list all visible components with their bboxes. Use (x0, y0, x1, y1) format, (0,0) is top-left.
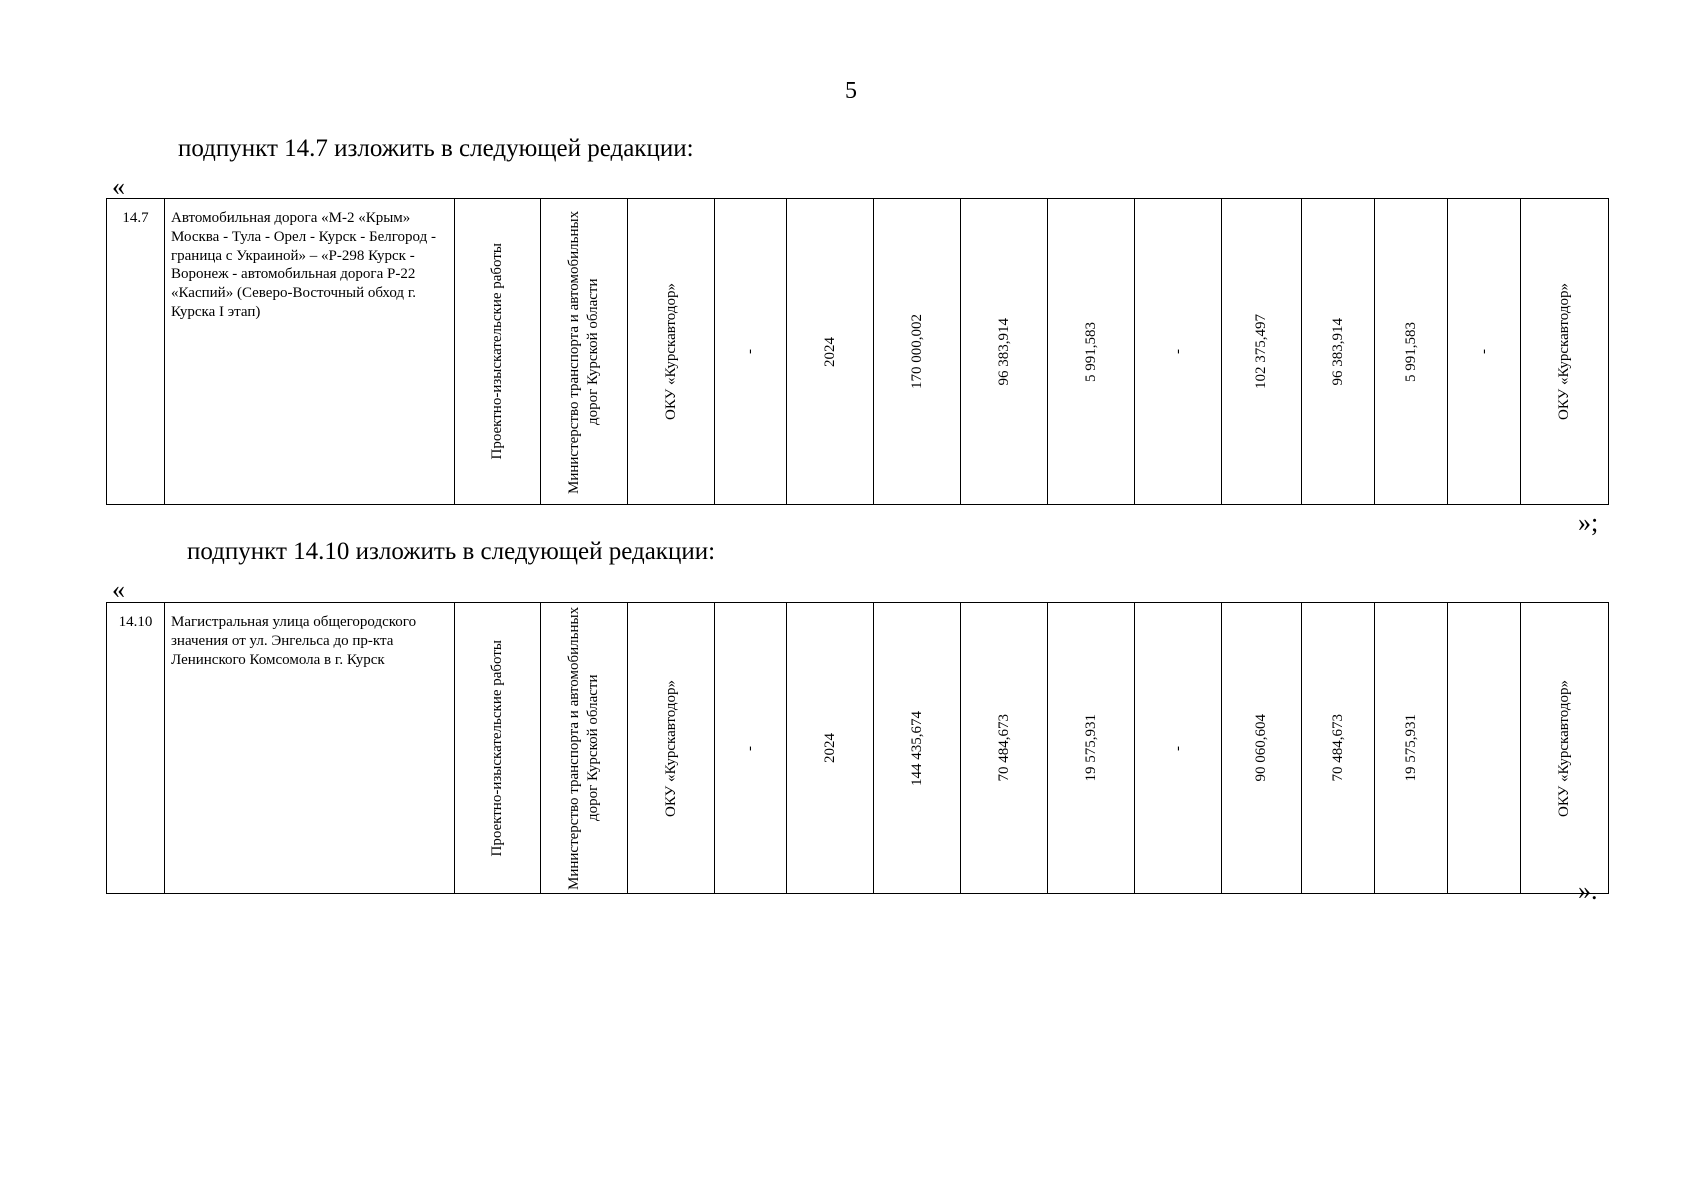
amount-cell: 70 484,673 (995, 714, 1012, 782)
amount-cell: - (1475, 349, 1492, 354)
year-cell: 2024 (821, 733, 838, 763)
open-quote: « (112, 172, 125, 201)
open-quote: « (112, 575, 125, 604)
section-heading: подпункт 14.7 изложить в следующей редакции: (178, 135, 694, 162)
executor-cell: ОКУ «Курскавтодор» (1556, 679, 1573, 817)
page-number: 5 (845, 78, 857, 104)
amount-cell: 19 575,931 (1082, 714, 1099, 782)
amount-cell: - (1169, 349, 1186, 354)
amount-cell: 102 375,497 (1253, 314, 1270, 389)
item-number: 14.7 (107, 199, 165, 505)
table-row (107, 603, 1609, 894)
register-table (106, 602, 1609, 894)
table-cell: - (742, 349, 759, 354)
amount-cell: 90 060,604 (1253, 714, 1270, 782)
table-row (107, 199, 1609, 505)
ministry-cell: Министерство транспорта и автомобильных дорог Курской области (566, 209, 601, 494)
amount-cell: 96 383,914 (1329, 317, 1346, 386)
item-number: 14.10 (107, 603, 165, 894)
executor-cell: ОКУ «Курскавтодор» (1556, 283, 1573, 420)
work-type-cell: Проектно-изыскательские работы (489, 243, 506, 460)
customer-cell: ОКУ «Курскавтодор» (662, 679, 679, 817)
register-table (106, 198, 1609, 505)
amount-cell: 170 000,002 (908, 314, 925, 389)
customer-cell: ОКУ «Курскавтодор» (662, 283, 679, 420)
amount-cell: 5 991,583 (1402, 321, 1419, 382)
table-cell: - (742, 745, 759, 751)
amount-cell: 70 484,673 (1329, 714, 1346, 782)
object-name: Автомобильная дорога «М-2 «Крым» Москва - Тула - Орел - Курск - Белгород - граница с Украиной» – «Р-298 Курск - Воронеж - автомобильная дорога Р-22 «Каспий» (Северо-Восточный обход г. Курска I этап) (165, 199, 455, 505)
close-quote: »; (1578, 508, 1599, 537)
section-heading: подпункт 14.10 изложить в следующей редакции: (187, 538, 716, 565)
work-type-cell: Проектно-изыскательские работы (489, 639, 506, 857)
amount-cell: - (1169, 745, 1186, 751)
close-quote: ». (1578, 876, 1598, 905)
ministry-cell: Министерство транспорта и автомобильных дорог Курской области (566, 606, 601, 890)
amount-cell: 96 383,914 (995, 317, 1012, 386)
amount-cell: 19 575,931 (1402, 714, 1419, 782)
amount-cell: 5 991,583 (1082, 321, 1099, 382)
amount-cell: 144 435,674 (908, 710, 925, 786)
year-cell: 2024 (821, 336, 838, 367)
object-name: Магистральная улица общегородского значения от ул. Энгельса до пр-кта Ленинского Комсомола в г. Курск (165, 603, 455, 894)
